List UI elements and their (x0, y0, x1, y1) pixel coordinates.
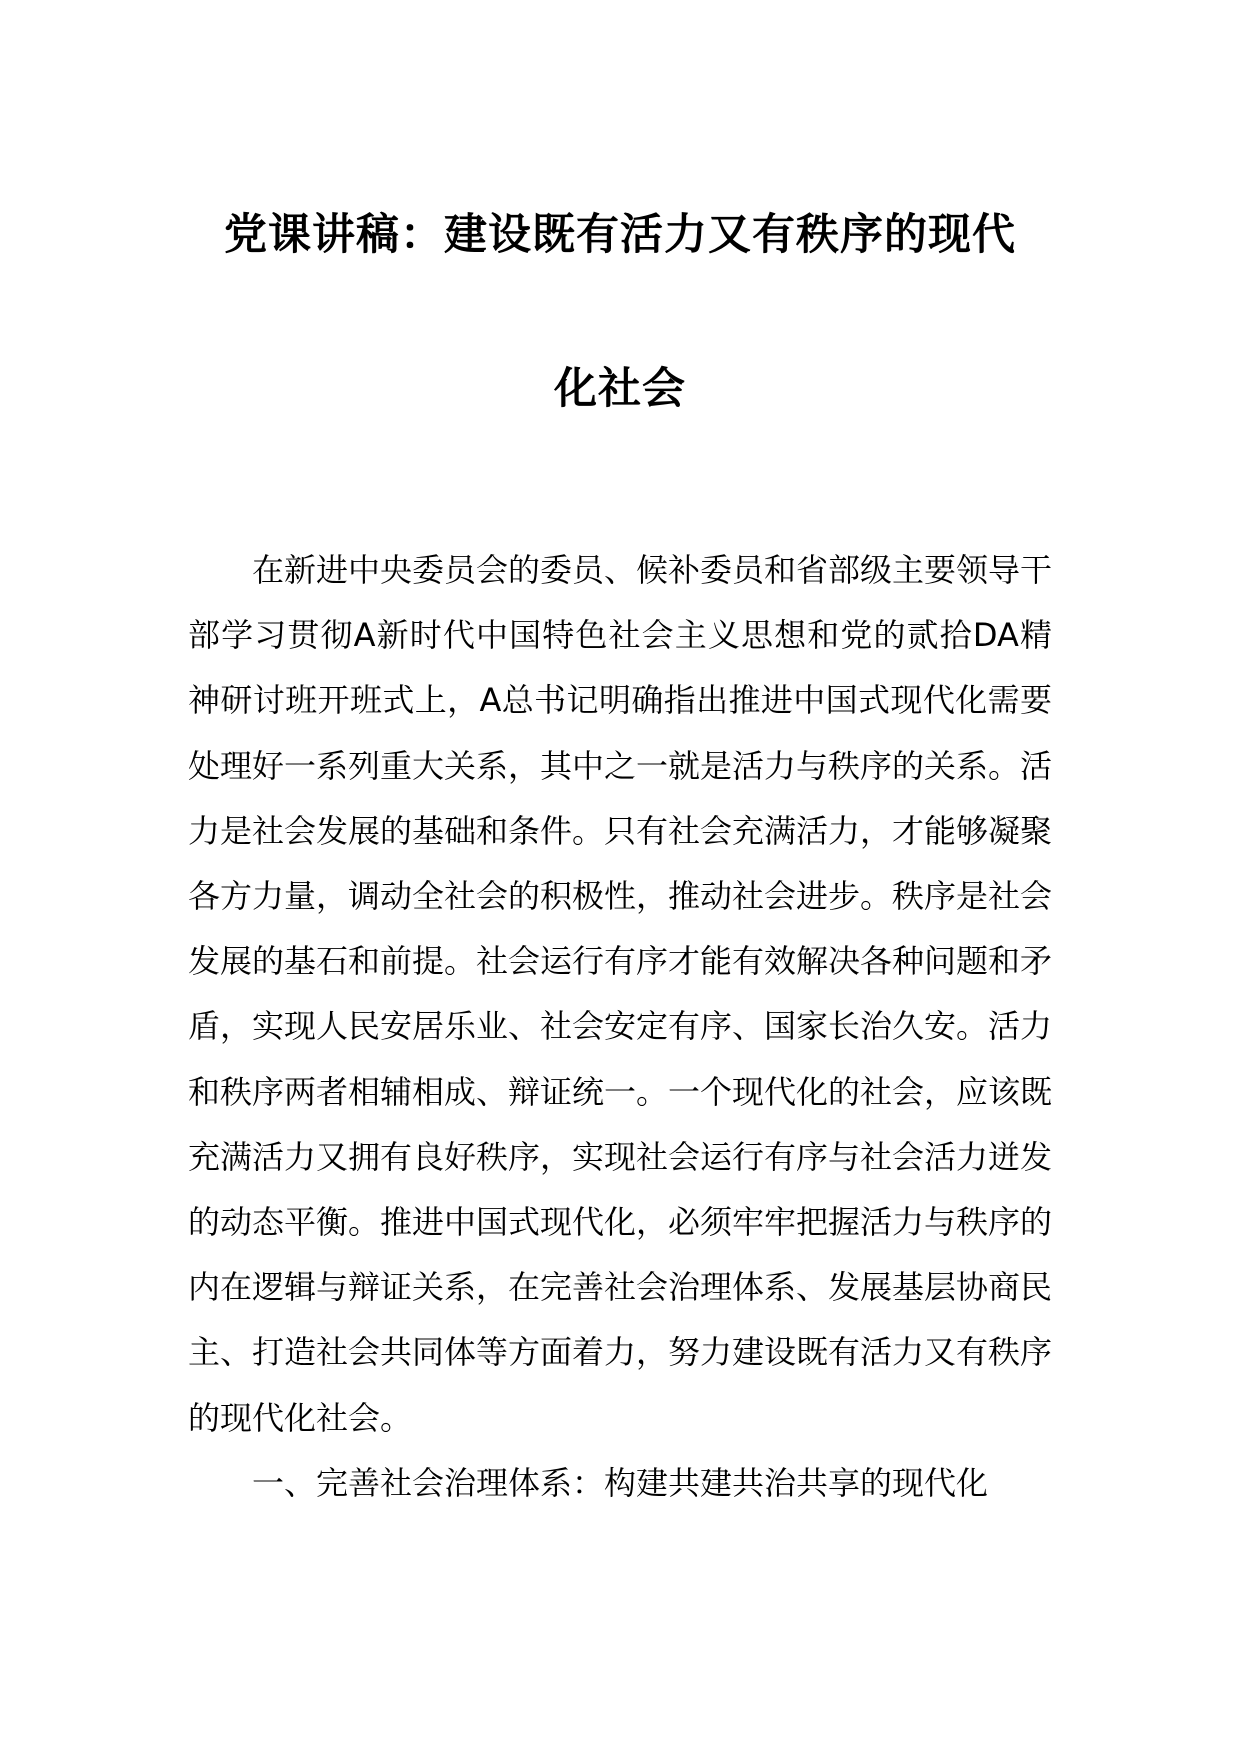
document-title-line-1: 党课讲稿：建设既有活力又有秩序的现代 (224, 210, 1016, 260)
document-body (188, 538, 1052, 1516)
body-paragraph-intro: 在新进中央委员会的委员、候补委员和省部级主要领导干部学习贯彻A新时代中国特色社会主义思想和党的贰拾DA精神研讨班开班式上，A总书记明确指出推进中国式现代化需要处理好一系列重大关系，其中之一就是活力与秩序的关系。活力是社会发展的基础和条件。只有社会充满活力，才能够凝聚各方力量，调动全社会的积极性，推动社会进步。秩序是社会发展的基石和前提。社会运行有序才能有效解决各种问题和矛盾，实现人民安居乐业、社会安定有序、国家长治久安。活力和秩序两者相辅相成、辩证统一。一个现代化的社会，应该既充满活力又拥有良好秩序，实现社会运行有序与社会活力迸发的动态平衡。推进中国式现代化，必须牢牢把握活力与秩序的内在逻辑与辩证关系，在完善社会治理体系、发展基层协商民主、打造社会共同体等方面着力，努力建设既有活力又有秩序的现代化社会。 (188, 551, 1053, 1437)
section-heading-1: 一、完善社会治理体系：构建共建共治共享的现代化 (252, 1463, 989, 1502)
document-title-line-2: 化社会 (554, 364, 686, 414)
